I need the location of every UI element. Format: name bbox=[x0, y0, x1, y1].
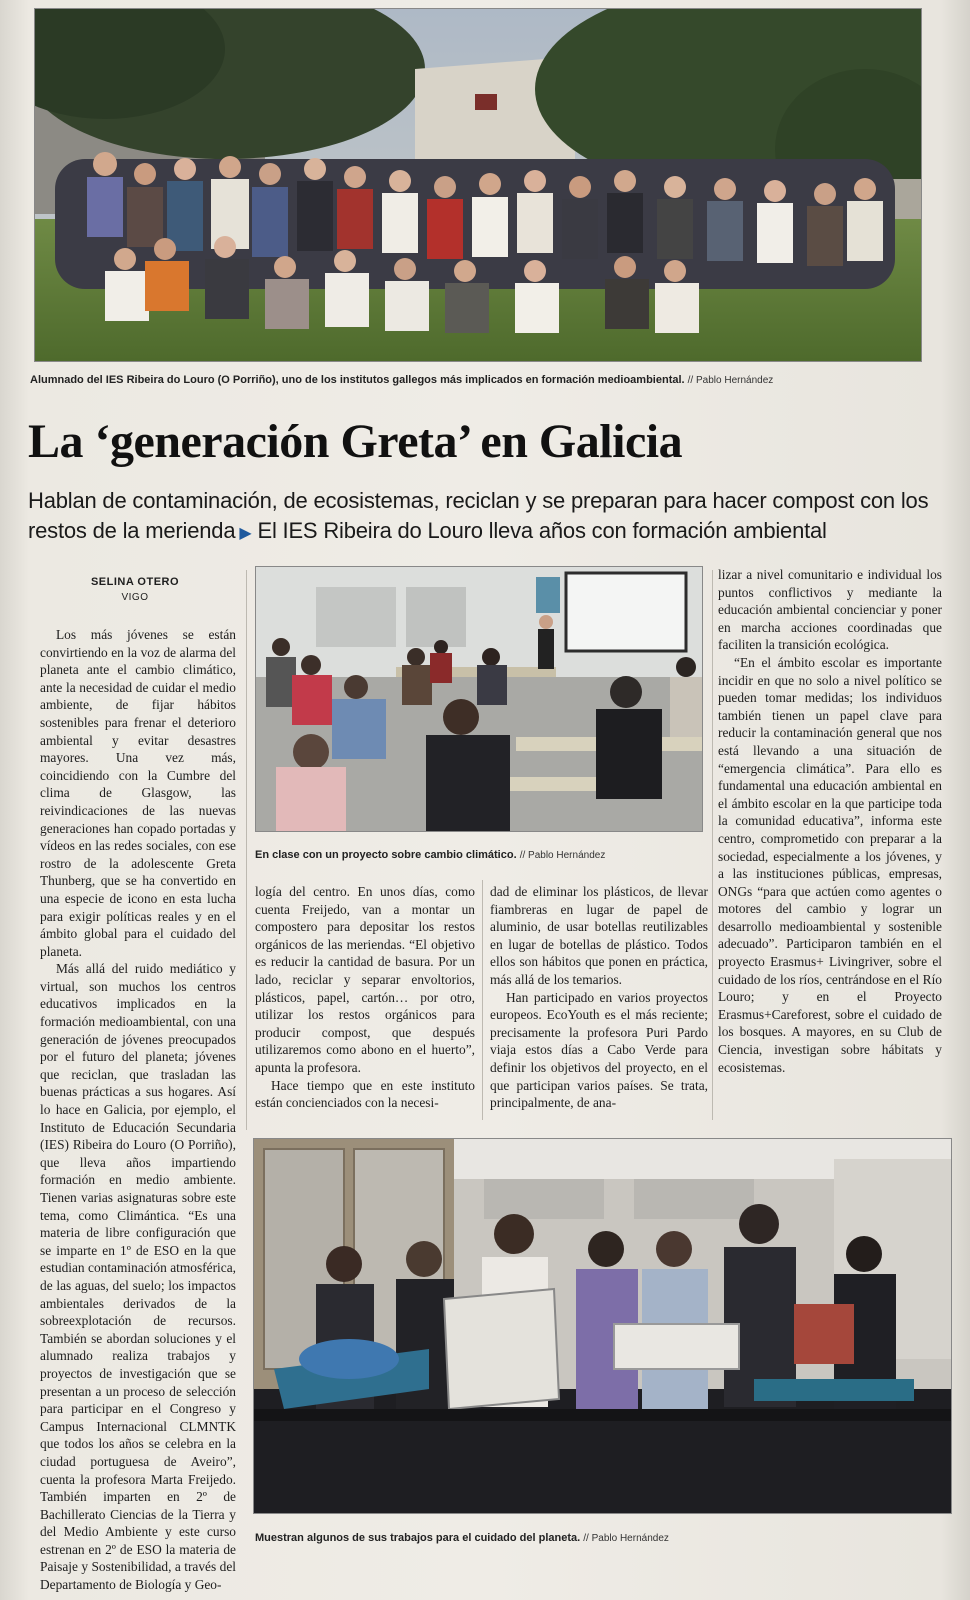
paragraph: Más allá del ruido mediático y virtual, son muchos los centros educativos implicados en la formación medioambiental, con una generación de jóvenes preocupados por el futuro del planeta; jóvenes que reciclan, que trasladan las buenas prácticas a sus hogares. Así lo hace en Galicia, por ejemplo, el Instituto de Educación Secundaria (IES) Ribeira do Louro (O Porriño), que lleva años impartiendo formación en medio ambiente. Tienen varias asignaturas sobre este tema, como Climántica. “Es una materia de libre configuración que se imparte en 1º de ESO en la que estudian contaminación atmosférica, de las aguas, del suelo; los impactos ambientales derivados de la sobreexplotación de recursos. También se abordan soluciones y el alumnado realiza trabajos y proyectos de investigación que se presentan a un proceso de selección para participar en el Congreso y Campus Internacional CLMNTK que todos los años se celebra en la ciudad portuguesa de Aveiro”, cuenta la profesora Marta Freijedo. También imparten en 2º de Bachillerato Ciencias de la Tierra y del Medio Ambiente y este curso estrenan en 2º de ESO la materia de Paisaje y Sostenibilidad, a través del Departamento de Biología y Geo- bbox=[40, 961, 236, 1593]
photo-credit: // Pablo Hernández bbox=[583, 1533, 669, 1544]
article-column-4 bbox=[718, 566, 942, 1076]
article-column-3 bbox=[490, 883, 708, 1112]
byline bbox=[30, 576, 240, 603]
caption-text: En clase con un proyecto sobre cambio climático. bbox=[255, 849, 517, 861]
group-photo bbox=[34, 8, 922, 362]
subhead-part-1: Hablan de contaminación, de ecosistemas, reciclan y se preparan para hacer compost con los restos de la merienda bbox=[28, 488, 929, 543]
paragraph: Han participado en varios proyectos europeos. EcoYouth es el más reciente; precisamente la profesora Puri Pardo viaja estos días a Cabo Verde para definir los objetivos del proyecto, en el que participan varios países. Se trata, principalmente, de ana- bbox=[490, 989, 708, 1111]
photo-credit: // Pablo Hernández bbox=[519, 850, 606, 861]
bottom-photo-caption bbox=[255, 1532, 669, 1544]
paragraph: Los más jóvenes se están convirtiendo en la voz de alarma del planeta ante el cambio climático, ante la necesidad de cuidar el medio ambiente, de fijar hábitos sostenibles para frenar el deterioro ambiental y evitar desastres mayores. Una vez más, coincidiendo con la Cumbre del clima de Glasgow, las reivindicaciones de las nuevas generaciones han copado portadas y vídeos en las redes sociales, con ese rostro de la adolescente Greta Thunberg, que se ha convertido en una especie de icono en esta lucha para exigir políticas reales y en el ámbito global para el cuidado del planeta. bbox=[40, 627, 236, 959]
article-column-2 bbox=[255, 883, 475, 1112]
paragraph: dad de eliminar los plásticos, de llevar fiambreras en lugar de papel de aluminio, de usar botellas reutilizables en lugar de botellas de plástico. Todos ellos son hábitos que ponen en práctica, más allá de los temarios. bbox=[490, 884, 708, 987]
paragraph: Hace tiempo que en este instituto están concienciados con la necesi- bbox=[255, 1077, 475, 1111]
dateline-place: VIGO bbox=[121, 592, 149, 603]
column-divider bbox=[246, 570, 247, 1130]
caption-text: Muestran algunos de sus trabajos para el cuidado del planeta. bbox=[255, 1532, 581, 1544]
headline: La ‘generación Greta’ en Galicia bbox=[28, 415, 683, 468]
article-column-1 bbox=[40, 626, 236, 1594]
paragraph: “En el ámbito escolar es importante incidir en que no solo a nivel político se pueden tomar medidas; los individuos también tienen un papel clave para reducir la contaminación general que nos está llevando a una situación de “emergencia climática”. Para ello es fundamental una educación ambiental en el ámbito escolar en la que participe toda la comunidad educativa”, informa este centro, comprometido con preparar a la sociedad, especialmente a los jóvenes, y a las instituciones públicas, empresas, ONGs “para que actúen como agentes o motores del cambio y lograr un desarrollo medioambiental y sostenible adecuado”. Participaron también en el proyecto Erasmus+ Livingriver, sobre el cuidado de los ríos, centrándose en el Río Louro; y en el Proyecto Erasmus+Careforest, sobre el cuidado de los bosques. A mayores, en su Club de Ciencia, investigan sobre hábitats y ecosistemas. bbox=[718, 654, 942, 1075]
author-name: SELINA OTERO bbox=[90, 576, 180, 588]
students-projects-photo bbox=[253, 1138, 952, 1514]
triangle-bullet-icon: ▶ bbox=[239, 525, 252, 542]
column-divider bbox=[712, 570, 713, 1120]
classroom-photo bbox=[255, 566, 703, 832]
column-divider bbox=[482, 880, 483, 1120]
caption-text: Alumnado del IES Ribeira do Louro (O Porriño), uno de los institutos gallegos más implicados en formación medioambiental. bbox=[30, 374, 685, 386]
subheadline bbox=[28, 486, 958, 549]
paragraph: lizar a nivel comunitario e individual los puntos conflictivos y mediante la educación ambiental concienciar y poner en marcha acciones coordinadas que faciliten la transición ecológica. bbox=[718, 567, 942, 653]
top-photo-caption bbox=[30, 374, 773, 386]
classroom-photo-caption bbox=[255, 849, 605, 861]
paragraph: logía del centro. En unos días, como cuenta Freijedo, van a montar un compostero para depositar los restos orgánicos de las meriendas. “El objetivo es reducir la cantidad de basura. Por un lado, reciclar y separar envoltorios, plásticos, papel, cartón… por otro, utilizar los restos orgánicos para producir compost, que después utilizaremos como abono en el huerto”, apunta la profesora. bbox=[255, 884, 475, 1075]
subhead-part-2: El IES Ribeira do Louro lleva años con formación ambiental bbox=[257, 518, 827, 543]
photo-credit: // Pablo Hernández bbox=[687, 375, 774, 386]
